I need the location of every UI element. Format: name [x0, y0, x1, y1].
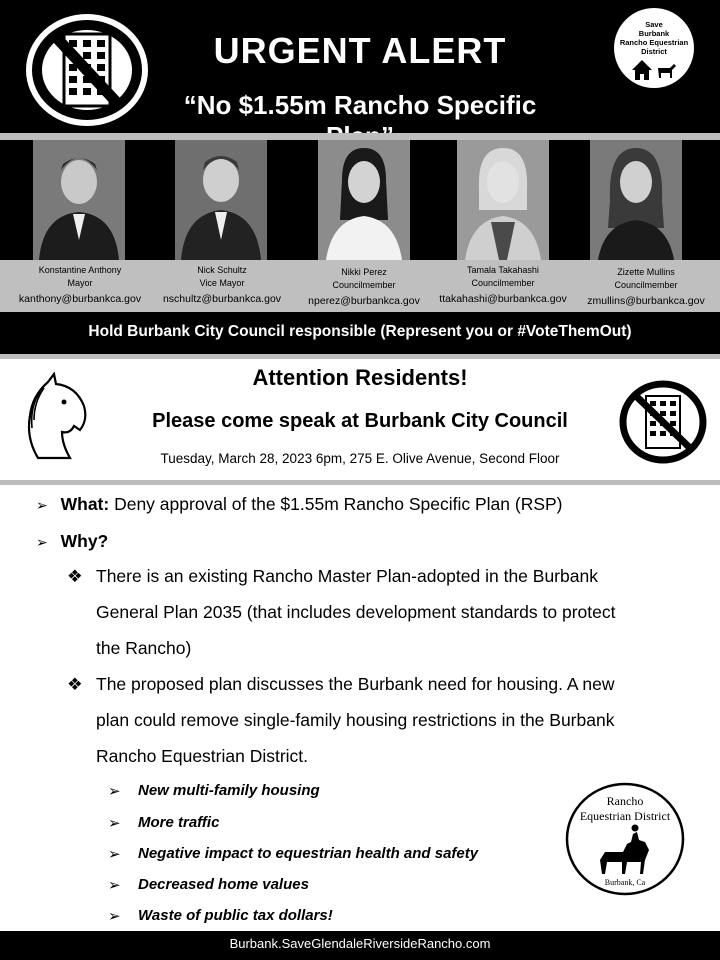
diamond-bullet-icon: ❖: [67, 674, 83, 694]
logo-line: District: [641, 47, 667, 56]
impact-item: Decreased home values: [138, 876, 309, 893]
member-role: Councilmember: [614, 280, 678, 290]
divider-band: [0, 354, 720, 359]
reason-line: General Plan 2035 (that includes development standards to protect: [96, 602, 616, 622]
member-name: Zizette Mullins: [617, 267, 675, 277]
logo-city: Burbank, Ca: [604, 878, 646, 887]
house-horse-icon: [628, 58, 680, 82]
council-member: [147, 264, 297, 306]
council-photos: [0, 140, 720, 260]
member-email[interactable]: zmullins@burbankca.gov: [587, 295, 705, 307]
arrow-bullet-icon: ➢: [36, 534, 48, 550]
member-email[interactable]: nperez@burbankca.gov: [308, 295, 420, 307]
alert-title: URGENT ALERT: [213, 30, 507, 71]
impact-item: Negative impact to equestrian health and safety: [138, 845, 479, 862]
reason-line: Rancho Equestrian District.: [96, 746, 309, 766]
divider-band: [0, 480, 720, 485]
reason-line: There is an existing Rancho Master Plan-adopted in the Burbank: [96, 566, 598, 586]
what-text: Deny approval of the $1.55m Rancho Specific Plan (RSP): [109, 494, 563, 514]
logo-title: Rancho: [606, 794, 644, 808]
diamond-bullet-icon: ❖: [67, 566, 83, 586]
speak-heading: Please come speak at Burbank City Council: [152, 410, 568, 432]
council-names-bar: [0, 260, 720, 312]
horse-head-icon: [18, 372, 98, 462]
council-photo-schultz: [175, 140, 267, 260]
member-name: Konstantine Anthony: [38, 265, 122, 275]
member-email[interactable]: ttakahashi@burbankca.gov: [439, 293, 567, 305]
member-email[interactable]: kanthony@burbankca.gov: [18, 293, 142, 305]
arrow-bullet-icon: ➢: [108, 877, 121, 894]
logo-line: Burbank: [638, 29, 670, 38]
member-name: Nikki Perez: [341, 267, 387, 277]
impact-item: More traffic: [138, 814, 220, 831]
reason-line: The proposed plan discusses the Burbank need for housing. A new: [96, 674, 615, 694]
reason-line: the Rancho): [96, 638, 192, 658]
council-photo-takahashi: [457, 140, 549, 260]
hold-council-banner: Hold Burbank City Council responsible (Represent you or #VoteThemOut): [0, 312, 720, 354]
arrow-bullet-icon: ➢: [108, 783, 121, 800]
logo-line: Rancho Equestrian: [619, 38, 689, 47]
impact-item: New multi-family housing: [138, 782, 320, 799]
meeting-details: Tuesday, March 28, 2023 6pm, 275 E. Olive Avenue, Second Floor: [160, 451, 560, 466]
council-member: [289, 264, 439, 308]
alert-subtitle: “No $1.55m Rancho Specific: [183, 90, 537, 120]
arrow-bullet-icon: ➢: [108, 908, 121, 925]
why-item: [36, 531, 108, 552]
arrow-bullet-icon: ➢: [108, 846, 121, 863]
divider-band: [0, 133, 720, 140]
council-photo-mullins: [590, 140, 682, 260]
council-member: [428, 264, 578, 306]
member-name: Nick Schultz: [197, 265, 247, 275]
council-photo-perez: [318, 140, 410, 260]
footer-url[interactable]: Burbank.SaveGlendaleRiversideRancho.com: [0, 931, 720, 960]
member-role: Mayor: [67, 278, 93, 288]
member-email[interactable]: nschultz@burbankca.gov: [162, 293, 282, 305]
rancho-district-logo: [565, 782, 685, 897]
logo-line: Save: [645, 20, 663, 29]
reason-line: plan could remove single-family housing restrictions in the Burbank: [96, 710, 615, 730]
arrow-bullet-icon: ➢: [108, 815, 121, 832]
impact-item: Waste of public tax dollars!: [138, 907, 333, 924]
arrow-bullet-icon: ➢: [36, 497, 48, 513]
what-label: What:: [60, 494, 110, 514]
council-photo-anthony: [33, 140, 125, 260]
member-name: Tamala Takahashi: [467, 265, 539, 275]
member-role: Councilmember: [332, 280, 396, 290]
logo-title: Equestrian District: [579, 809, 671, 823]
no-building-icon: [618, 380, 708, 465]
what-item: [36, 494, 563, 515]
save-rancho-logo: [614, 8, 694, 88]
why-label: Why?: [60, 531, 109, 551]
council-member: [5, 264, 155, 306]
attention-heading: Attention Residents!: [252, 365, 468, 390]
member-role: Councilmember: [471, 278, 535, 288]
council-member: [571, 264, 720, 308]
no-building-icon: [22, 10, 152, 130]
member-role: Vice Mayor: [199, 278, 245, 288]
